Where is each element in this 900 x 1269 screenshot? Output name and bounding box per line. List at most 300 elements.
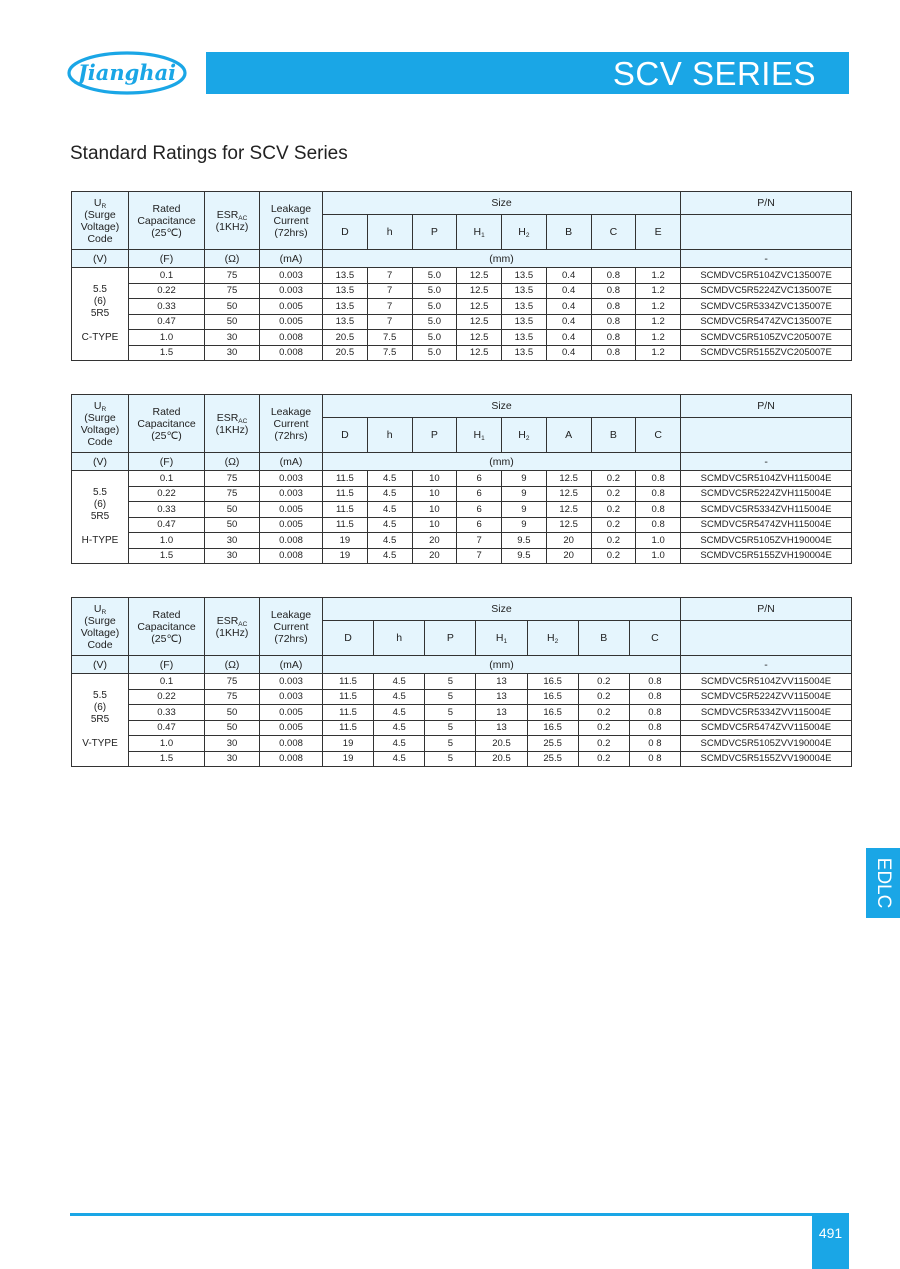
size-col-label: D [341, 226, 349, 238]
ratings-table [71, 597, 852, 767]
part-number-cell: SCMDVC5R5155ZVC205007E [681, 345, 852, 361]
esr-cell: 50 [205, 299, 260, 315]
table-row [72, 283, 852, 299]
side-tab-label: EDLC [873, 857, 894, 909]
voltage-code-cell [72, 268, 129, 361]
size-cell: 5.0 [412, 330, 457, 346]
leakage-cell: 0.003 [260, 674, 323, 690]
size-cell: 0.2 [591, 471, 636, 487]
unit-v: (V) [72, 656, 129, 674]
capacitance-cell: 0.1 [129, 471, 205, 487]
size-cell: 0 8 [629, 751, 680, 767]
cap-line: (25℃) [151, 226, 182, 239]
leakage-cell: 0.003 [260, 486, 323, 502]
size-col-label: P [446, 632, 454, 644]
leakage-cell: 0.008 [260, 751, 323, 767]
size-cell: 7 [457, 533, 502, 549]
size-col-header [367, 215, 412, 250]
esr-cell: 75 [205, 486, 260, 502]
size-cell: 4.5 [374, 751, 425, 767]
size-cell: 7 [367, 314, 412, 330]
capacitance-cell: 1.5 [129, 548, 205, 564]
table-row [72, 533, 852, 549]
unit-pn: - [681, 453, 852, 471]
leakage-cell: 0.003 [260, 689, 323, 705]
size-col-label: H [518, 226, 526, 238]
size-cell: 13.5 [502, 314, 547, 330]
size-cell: 9 [502, 502, 547, 518]
size-cell: 13 [476, 705, 527, 721]
size-col-label: H [518, 429, 526, 441]
unit-ma: (mA) [260, 453, 323, 471]
leak-line: (72hrs) [274, 632, 308, 645]
table-row [72, 486, 852, 502]
ur-header [72, 598, 129, 656]
cap-line: Capacitance [137, 620, 196, 633]
size-col-header [636, 215, 681, 250]
size-cell: 0 8 [629, 736, 680, 752]
capacitance-cell: 0.1 [129, 268, 205, 284]
size-cell: 5 [425, 751, 476, 767]
size-col-label: h [396, 632, 403, 644]
leak-line: Current [273, 417, 309, 430]
capacitance-cell: 0.33 [129, 299, 205, 315]
leakage-cell: 0.008 [260, 345, 323, 361]
size-cell: 9.5 [502, 548, 547, 564]
unit-mm: (mm) [323, 656, 681, 674]
size-cell: 20.5 [323, 330, 368, 346]
size-cell: 16.5 [527, 674, 578, 690]
pn-blank-header [681, 215, 852, 250]
esr-symbol-text: ESR [216, 614, 239, 627]
ur-line: Code [87, 232, 113, 245]
voltage-code-line: 5.5 [93, 690, 107, 701]
size-col-header [412, 215, 457, 250]
esr-line: (1KHz) [215, 423, 249, 436]
part-number-cell: SCMDVC5R5334ZVC135007E [681, 299, 852, 315]
leakage-cell: 0.005 [260, 720, 323, 736]
size-cell: 1.2 [636, 299, 681, 315]
size-cell: 0.2 [578, 751, 629, 767]
size-cell: 4.5 [367, 533, 412, 549]
size-col-sub: 1 [481, 232, 485, 239]
size-cell: 20.5 [476, 736, 527, 752]
unit-f: (F) [129, 250, 205, 268]
size-col-header [476, 621, 527, 656]
part-number-cell: SCMDVC5R5224ZVC135007E [681, 283, 852, 299]
table-row [72, 268, 852, 284]
size-col-label: D [344, 632, 352, 644]
size-cell: 11.5 [323, 486, 368, 502]
size-cell: 0.4 [546, 314, 591, 330]
series-title: SCV SERIES [612, 55, 816, 92]
size-cell: 4.5 [374, 674, 425, 690]
footer-rule [70, 1213, 849, 1216]
unit-mm: (mm) [323, 453, 681, 471]
size-cell: 0.8 [629, 689, 680, 705]
size-cell: 0.2 [578, 736, 629, 752]
leakage-cell: 0.008 [260, 548, 323, 564]
esr-cell: 30 [205, 736, 260, 752]
size-cell: 0.8 [591, 299, 636, 315]
size-cell: 12.5 [546, 486, 591, 502]
esr-cell: 50 [205, 705, 260, 721]
size-col-sub: 2 [554, 638, 559, 645]
size-cell: 0.8 [636, 517, 681, 533]
header-row [72, 192, 852, 215]
table-row [72, 736, 852, 752]
size-cell: 16.5 [527, 720, 578, 736]
size-cell: 0.8 [636, 486, 681, 502]
leak-line: (72hrs) [274, 429, 308, 442]
size-cell: 25.5 [527, 751, 578, 767]
size-cell: 19 [323, 548, 368, 564]
size-cell: 9 [502, 517, 547, 533]
size-col-header [374, 621, 425, 656]
size-cell: 6 [457, 502, 502, 518]
esr-cell: 75 [205, 268, 260, 284]
header-row [72, 598, 852, 621]
unit-v: (V) [72, 453, 129, 471]
size-cell: 5 [425, 736, 476, 752]
size-col-header [323, 215, 368, 250]
size-cell: 11.5 [323, 517, 368, 533]
part-number-cell: SCMDVC5R5105ZVV190004E [680, 736, 851, 752]
part-number-cell: SCMDVC5R5224ZVH115004E [681, 486, 852, 502]
cap-line: Rated [152, 202, 181, 215]
leakage-cell: 0.003 [260, 268, 323, 284]
leak-line: Current [273, 620, 309, 633]
unit-row [72, 453, 852, 471]
size-col-header [546, 215, 591, 250]
unit-ohm: (Ω) [205, 250, 260, 268]
size-cell: 4.5 [374, 689, 425, 705]
unit-ma: (mA) [260, 250, 323, 268]
size-cell: 19 [323, 751, 374, 767]
size-cell: 12.5 [457, 345, 502, 361]
part-number-cell: SCMDVC5R5474ZVH115004E [681, 517, 852, 533]
unit-ohm: (Ω) [205, 453, 260, 471]
size-cell: 16.5 [527, 689, 578, 705]
size-cell: 20 [546, 548, 591, 564]
size-cell: 13.5 [323, 299, 368, 315]
size-cell: 1.2 [636, 345, 681, 361]
ur-line: (Surge [84, 208, 116, 221]
size-cell: 5 [425, 674, 476, 690]
capacitance-cell: 0.22 [129, 283, 205, 299]
size-col-label: E [654, 226, 662, 238]
voltage-code-line: (6) [93, 499, 107, 510]
size-cell: 7 [457, 548, 502, 564]
part-number-cell: SCMDVC5R5334ZVV115004E [680, 705, 851, 721]
voltage-code-line: 5R5 [90, 511, 110, 522]
capacitance-cell: 0.22 [129, 486, 205, 502]
size-cell: 1.2 [636, 314, 681, 330]
size-col-label: C [609, 226, 618, 238]
size-cell: 0.4 [546, 283, 591, 299]
esr-symbol [217, 615, 248, 627]
size-cell: 10 [412, 502, 457, 518]
unit-pn: - [680, 656, 851, 674]
size-cell: 7 [367, 299, 412, 315]
size-cell: 0.8 [629, 674, 680, 690]
size-cell: 12.5 [457, 268, 502, 284]
esr-cell: 30 [205, 330, 260, 346]
esr-line: (1KHz) [215, 626, 249, 639]
size-cell: 12.5 [546, 517, 591, 533]
size-cell: 9 [502, 471, 547, 487]
ur-symbol-text: U [93, 399, 102, 412]
leakage-cell: 0.005 [260, 705, 323, 721]
capacitance-cell: 0.47 [129, 517, 205, 533]
size-col-label: H [495, 632, 504, 644]
size-col-label: P [430, 226, 438, 238]
unit-row [72, 656, 852, 674]
voltage-code-line: 5R5 [90, 308, 110, 319]
part-number-cell: SCMDVC5R5104ZVV115004E [680, 674, 851, 690]
size-cell: 1.2 [636, 268, 681, 284]
size-cell: 0.2 [591, 517, 636, 533]
size-col-header [323, 621, 374, 656]
size-col-label: D [341, 429, 349, 441]
size-cell: 5 [425, 720, 476, 736]
ur-symbol [94, 400, 106, 412]
size-cell: 19 [323, 533, 368, 549]
leakage-header [260, 192, 323, 250]
esr-symbol [217, 412, 248, 424]
size-cell: 13.5 [323, 268, 368, 284]
table-row [72, 548, 852, 564]
ur-line: Voltage) [80, 423, 120, 436]
capacitance-cell: 1.0 [129, 736, 205, 752]
size-cell: 7.5 [367, 330, 412, 346]
size-cell: 11.5 [323, 502, 368, 518]
size-cell: 13 [476, 674, 527, 690]
size-cell: 13.5 [502, 283, 547, 299]
header-row [72, 395, 852, 418]
capacitance-cell: 1.5 [129, 751, 205, 767]
size-col-sub: 2 [525, 435, 530, 442]
esr-subscript: AC [238, 214, 248, 222]
esr-cell: 30 [205, 751, 260, 767]
esr-cell: 75 [205, 471, 260, 487]
ur-subscript: R [101, 405, 107, 413]
ur-line: Voltage) [80, 220, 120, 233]
cap-line: Capacitance [137, 214, 196, 227]
page-number-box [812, 1216, 849, 1269]
size-cell: 5.0 [412, 314, 457, 330]
ur-symbol-text: U [93, 196, 102, 209]
size-cell: 12.5 [457, 330, 502, 346]
cap-line: (25℃) [151, 429, 182, 442]
capacitance-header [129, 598, 205, 656]
size-col-label: H [547, 632, 555, 644]
size-cell: 20.5 [476, 751, 527, 767]
size-col-sub: 1 [503, 638, 508, 645]
ur-line: (Surge [84, 614, 116, 627]
size-col-label: B [600, 632, 608, 644]
capacitance-cell: 0.33 [129, 502, 205, 518]
size-cell: 0.2 [591, 548, 636, 564]
size-header: Size [323, 192, 681, 215]
unit-pn: - [681, 250, 852, 268]
capacitance-header [129, 395, 205, 453]
table-row [72, 751, 852, 767]
size-cell: 0.2 [591, 486, 636, 502]
size-cell: 12.5 [457, 299, 502, 315]
size-col-label: P [430, 429, 438, 441]
part-number-cell: SCMDVC5R5104ZVH115004E [681, 471, 852, 487]
size-cell: 12.5 [457, 283, 502, 299]
leakage-cell: 0.005 [260, 299, 323, 315]
size-col-header [578, 621, 629, 656]
size-cell: 0.2 [578, 705, 629, 721]
size-cell: 13.5 [323, 283, 368, 299]
voltage-code-line: H-TYPE [81, 535, 119, 546]
esr-cell: 50 [205, 314, 260, 330]
size-cell: 5 [425, 689, 476, 705]
size-col-header [629, 621, 680, 656]
size-cell: 12.5 [546, 502, 591, 518]
size-cell: 0.8 [591, 314, 636, 330]
size-cell: 25.5 [527, 736, 578, 752]
part-number-cell: SCMDVC5R5474ZVC135007E [681, 314, 852, 330]
leak-line: Leakage [270, 608, 312, 621]
size-col-header [412, 418, 457, 453]
esr-cell: 75 [205, 283, 260, 299]
size-cell: 13.5 [502, 345, 547, 361]
size-cell: 12.5 [457, 314, 502, 330]
part-number-cell: SCMDVC5R5155ZVV190004E [680, 751, 851, 767]
size-cell: 4.5 [374, 720, 425, 736]
cap-line: Rated [152, 608, 181, 621]
size-cell: 5.0 [412, 268, 457, 284]
capacitance-cell: 1.0 [129, 330, 205, 346]
leakage-cell: 0.005 [260, 502, 323, 518]
size-cell: 4.5 [367, 502, 412, 518]
pn-header: P/N [680, 598, 851, 621]
cap-line: (25℃) [151, 632, 182, 645]
size-col-header [636, 418, 681, 453]
size-cell: 11.5 [323, 471, 368, 487]
size-col-header [367, 418, 412, 453]
esr-cell: 50 [205, 502, 260, 518]
size-cell: 20 [546, 533, 591, 549]
ur-header [72, 192, 129, 250]
unit-v: (V) [72, 250, 129, 268]
leakage-cell: 0.008 [260, 330, 323, 346]
esr-cell: 30 [205, 533, 260, 549]
ur-symbol [94, 603, 106, 615]
table-row [72, 705, 852, 721]
size-cell: 0.2 [591, 533, 636, 549]
series-banner [206, 52, 849, 94]
esr-line: (1KHz) [215, 220, 249, 233]
size-cell: 6 [457, 517, 502, 533]
table-row [72, 299, 852, 315]
size-cell: 13 [476, 720, 527, 736]
ur-line: Voltage) [80, 626, 120, 639]
size-header: Size [323, 395, 681, 418]
size-cell: 0.8 [629, 720, 680, 736]
esr-cell: 75 [205, 689, 260, 705]
logo-text: Jianghai [77, 60, 177, 85]
unit-ma: (mA) [260, 656, 323, 674]
leak-line: Leakage [270, 405, 312, 418]
size-cell: 0.8 [591, 345, 636, 361]
size-cell: 4.5 [374, 705, 425, 721]
esr-subscript: AC [238, 620, 248, 628]
esr-header [205, 192, 260, 250]
size-cell: 4.5 [367, 517, 412, 533]
size-cell: 20 [412, 533, 457, 549]
size-cell: 0.4 [546, 345, 591, 361]
esr-symbol-text: ESR [216, 208, 239, 221]
pn-header: P/N [681, 395, 852, 418]
table-row [72, 720, 852, 736]
esr-cell: 30 [205, 345, 260, 361]
size-cell: 13.5 [502, 299, 547, 315]
size-cell: 0.8 [636, 502, 681, 518]
table-row [72, 674, 852, 690]
size-cell: 0.4 [546, 299, 591, 315]
part-number-cell: SCMDVC5R5334ZVH115004E [681, 502, 852, 518]
size-cell: 20 [412, 548, 457, 564]
size-cell: 11.5 [323, 689, 374, 705]
cap-line: Capacitance [137, 417, 196, 430]
size-cell: 1.0 [636, 548, 681, 564]
size-cell: 5.0 [412, 283, 457, 299]
leakage-header [260, 395, 323, 453]
size-col-label: C [654, 429, 662, 441]
table-row [72, 314, 852, 330]
size-cell: 9.5 [502, 533, 547, 549]
jianghai-logo [66, 50, 188, 96]
part-number-cell: SCMDVC5R5105ZVC205007E [681, 330, 852, 346]
pn-header: P/N [681, 192, 852, 215]
size-cell: 19 [323, 736, 374, 752]
leak-line: (72hrs) [274, 226, 308, 239]
size-cell: 0.8 [591, 283, 636, 299]
size-cell: 5.0 [412, 299, 457, 315]
leakage-cell: 0.008 [260, 736, 323, 752]
unit-ohm: (Ω) [205, 656, 260, 674]
voltage-code-line: (6) [93, 702, 107, 713]
size-cell: 11.5 [323, 720, 374, 736]
esr-cell: 75 [205, 674, 260, 690]
part-number-cell: SCMDVC5R5105ZVH190004E [681, 533, 852, 549]
size-col-header [425, 621, 476, 656]
size-cell: 10 [412, 486, 457, 502]
pn-blank-header [680, 621, 851, 656]
size-cell: 6 [457, 471, 502, 487]
esr-cell: 30 [205, 548, 260, 564]
ur-subscript: R [101, 202, 107, 210]
capacitance-cell: 1.5 [129, 345, 205, 361]
ur-line: Code [87, 435, 113, 448]
size-col-header [591, 215, 636, 250]
size-col-header [527, 621, 578, 656]
unit-f: (F) [129, 453, 205, 471]
size-cell: 1.2 [636, 283, 681, 299]
size-col-label: h [386, 226, 393, 238]
size-col-label: H [473, 226, 482, 238]
size-cell: 0.4 [546, 268, 591, 284]
table-row [72, 689, 852, 705]
size-col-label: H [473, 429, 482, 441]
esr-header [205, 395, 260, 453]
voltage-code-line: 5.5 [93, 284, 107, 295]
